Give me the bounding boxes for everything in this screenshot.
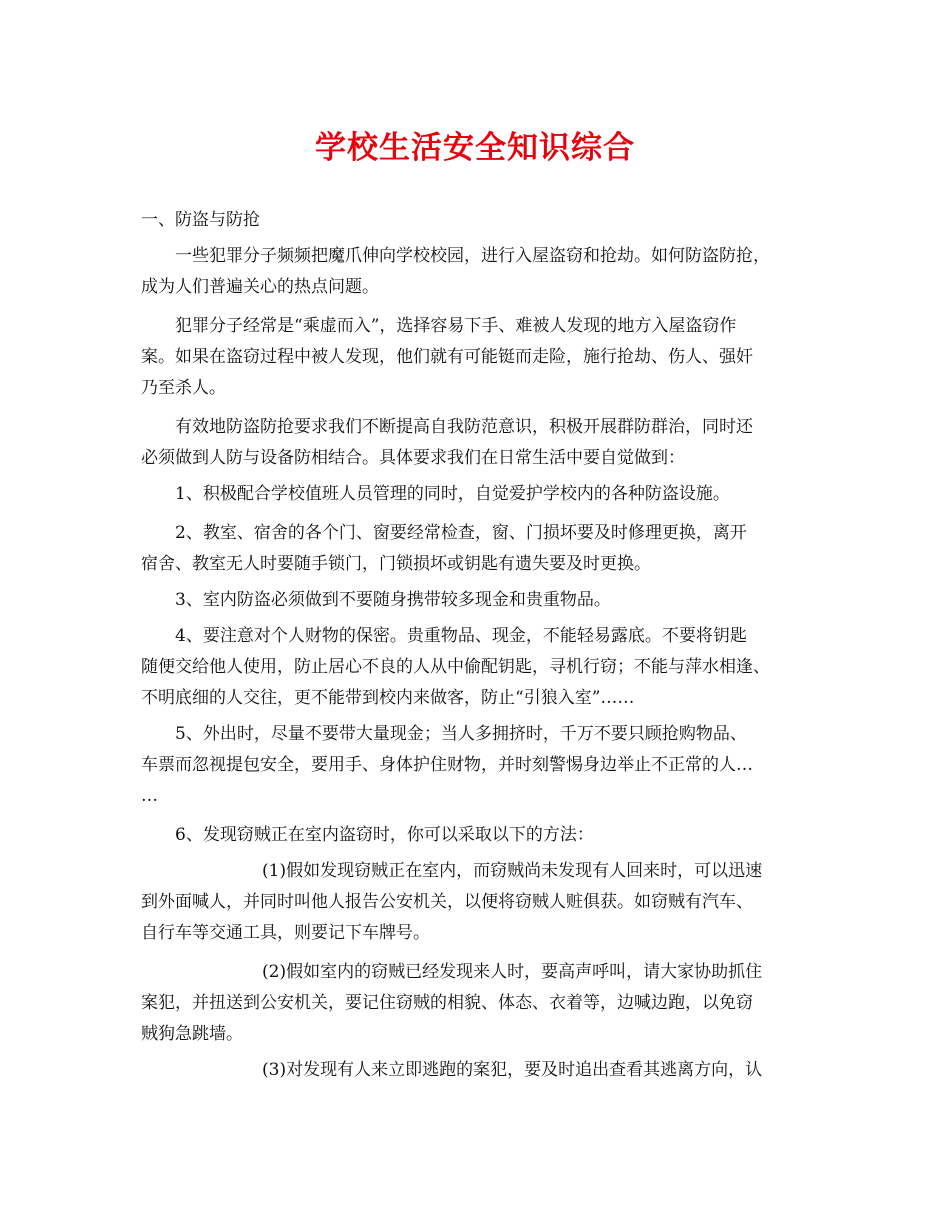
list-item-line: 不明底细的人交往，更不能带到校内来做客，防止“引狼入室”……	[141, 688, 635, 708]
list-item-line: 5、外出时，尽量不要带大量现金；当人多拥挤时，千万不要只顾抢购物品、	[175, 724, 747, 744]
list-item-line: 3、室内防盗必须做到不要随身携带较多现金和贵重物品。	[175, 590, 611, 610]
paragraph-line: 一些犯罪分子频频把魔爪伸向学校校园，进行入屋盗窃和抢劫。如何防盗防抢，	[175, 246, 770, 266]
section-heading: 一、防盗与防抢	[141, 210, 260, 230]
list-item-line: 6、发现窃贼正在室内盗窃时，你可以采取以下的方法：	[175, 825, 594, 845]
document-body	[141, 205, 811, 1086]
paragraph-line: 乃至杀人。	[141, 378, 226, 398]
paragraph-line: 案。如果在盗窃过程中被人发现，他们就有可能铤而走险，施行抢劫、伤人、强奸	[141, 347, 753, 367]
sub-item-line: 案犯，并扭送到公安机关，要记住窃贼的相貌、体态、衣着等，边喊边跑，以免窃	[141, 993, 753, 1013]
list-item-line: 4、要注意对个人财物的保密。贵重物品、现金，不能轻易露底。不要将钥匙	[175, 626, 747, 646]
sub-item-line: 到外面喊人，并同时叫他人报告公安机关，以便将窃贼人赃俱获。如窃贼有汽车、	[141, 892, 753, 912]
document-title: 学校生活安全知识综合	[315, 130, 635, 166]
sub-item-line: 自行车等交通工具，则要记下车牌号。	[141, 923, 430, 943]
sub-item-line: (2)假如室内的窃贼已经发现来人时，要高声呼叫，请大家协助抓住	[262, 962, 763, 982]
list-item-line: …	[141, 786, 158, 806]
sub-item-line: (3)对发现有人来立即逃跑的案犯，要及时追出查看其逃离方向，认	[262, 1060, 763, 1080]
sub-item-line: (1)假如发现窃贼正在室内，而窃贼尚未发现有人回来时，可以迅速	[262, 861, 763, 881]
list-item-line: 2、教室、宿舍的各个门、窗要经常检查，窗、门损坏要及时修理更换，离开	[175, 523, 747, 543]
list-item-line: 1、积极配合学校值班人员管理的同时，自觉爱护学校内的各种防盗设施。	[175, 484, 730, 504]
list-item-line: 随便交给他人使用，防止居心不良的人从中偷配钥匙，寻机行窃；不能与萍水相逢、	[141, 657, 770, 677]
list-item-line: 车票而忽视提包安全，要用手、身体护住财物，并时刻警惕身边举止不正常的人…	[141, 755, 753, 775]
paragraph-line: 有效地防盗防抢要求我们不断提高自我防范意识，积极开展群防群治，同时还	[175, 417, 753, 437]
paragraph-line: 必须做到人防与设备防相结合。具体要求我们在日常生活中要自觉做到：	[141, 448, 685, 468]
paragraph-line: 犯罪分子经常是“乘虚而入”，选择容易下手、难被人发现的地方入屋盗窃作	[175, 316, 737, 336]
list-item-line: 宿舍、教室无人时要随手锁门，门锁损坏或钥匙有遗失要及时更换。	[141, 554, 651, 574]
paragraph-line: 成为人们普遍关心的热点问题。	[141, 277, 379, 297]
sub-item-line: 贼狗急跳墙。	[141, 1024, 243, 1044]
